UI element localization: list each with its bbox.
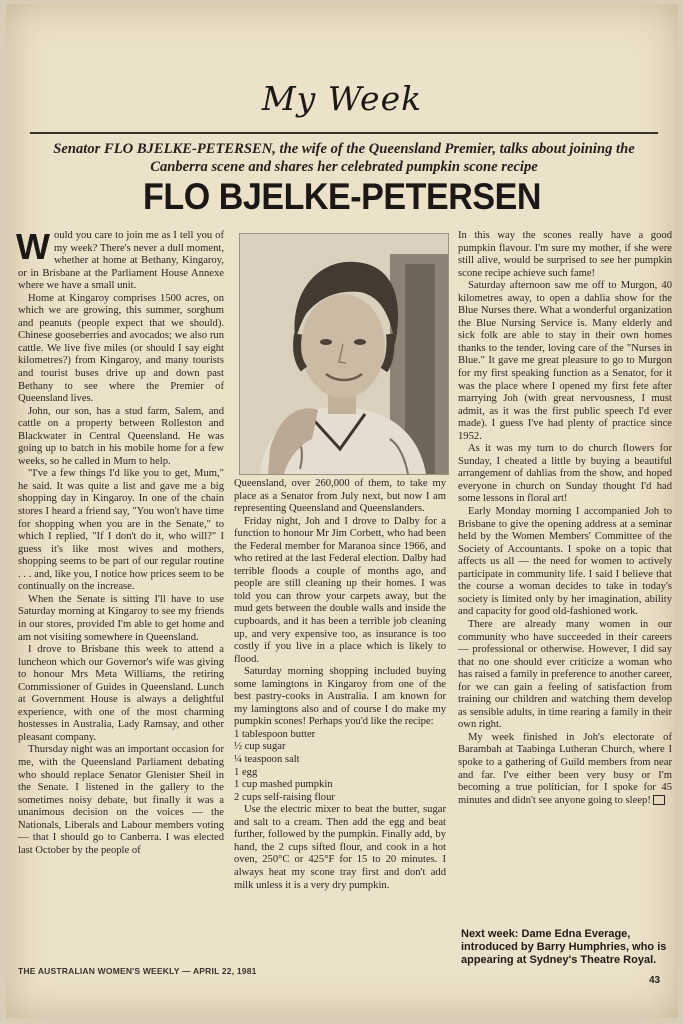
title-rule: [30, 132, 658, 134]
section-title: My Week: [261, 79, 423, 118]
article-intro: Senator FLO BJELKE-PETERSEN, the wife of the Queensland Premier, talks about joining the Canberra scene and shares her celebrated pumpkin scone recipe: [53, 141, 635, 175]
paragraph: Queensland, over 260,000 of them, to take my place as a Senator from July next, but now I am representing Queensland and Queenslanders.: [234, 478, 446, 515]
paragraph: As it was my turn to do church flowers for Sunday, I cheated a little by buying a beautiful arrangement of dahlias from the show, and hoped everyone in church on Sunday thought I'd had some lessons in floral art!: [458, 443, 672, 505]
recipe-ingredient: 2 cups self-raising flour: [234, 791, 335, 803]
paragraph: There are already many women in our community who have succeeded in their careers — professional or otherwise. However, I did say that no one should ever criticize a woman who has raised a family in preference to another career, for we can gain a feeling of satisfaction from training our children and watching them develop as sensible adults, in time rearing a family in their own right.: [458, 618, 672, 731]
portrait-illustration: [240, 234, 448, 474]
paragraph: Use the electric mixer to beat the butter, sugar and salt to a cream. Then add the egg and beat further, followed by the pumpkin. Finally add, by hand, the 2 cups sifted flour, and cook in a hot oven, 250°C or 425°F for 15 to 20 minutes. I always heat my scone tray first and don't add milk unless it is a very dry pumpkin.: [234, 804, 446, 891]
column-1: [16, 226, 224, 857]
paragraph: Home at Kingaroy comprises 1500 acres, on which we are growing, this summer, sorghum and peanuts (people expect that we should). Chinese gooseberries and avocados; we also run cattle. We live five miles (or should I say eight kilometres?) from Kingaroy, and many tourists and tourist buses drive up and down past Bethany to see where the Premier of Queensland lives.: [18, 292, 224, 405]
magazine-page: [6, 4, 678, 1018]
paragraph: Thursday night was an important occasion for me, with the Queensland Parliament debating who should replace Senator Glenister Sheil in the Senate. I listened in the gallery to the sometimes noisy debate, but finally it was a unanimous decision on the voices — the Nationals, Liberals and Labour members voting — that I should go to Canberra. I was elected last October by the people of: [18, 744, 224, 856]
recipe-ingredient: 1 egg: [234, 766, 258, 778]
paragraph: In this way the scones really have a good pumpkin flavour. I'm sure my mother, if she were still alive, would be surprised to see her pumpkin scone recipe achieve such fame!: [458, 230, 672, 279]
paragraph: John, our son, has a stud farm, Salem, and cattle on a property between Rolleston and Blackwater in Central Queensland. He was going up to batch in his mobile home for a few weeks, so he called in Mum to help.: [18, 405, 224, 467]
recipe-ingredient: ¼ teaspoon salt: [234, 754, 300, 766]
paragraph: Early Monday morning I accompanied Joh to Brisbane to give the opening address at a seminar held by the Women Members' Committee of the Society of Accountants. I spoke on a topic that affects us all — the need for women to actively participate in community life. I said I believe that the course a woman decides to take in today's society is limited only by her imagination, ability and capacity for good old-fashioned work.: [458, 506, 672, 618]
portrait-photo: [239, 233, 449, 475]
drop-cap: W: [16, 226, 50, 267]
paragraph: When the Senate is sitting I'll have to use Saturday morning at Kingaroy to see my friends in our stores, provided I'm able to get home and am not visiting somewhere in Queensland.: [18, 593, 224, 643]
column-3: [458, 230, 672, 807]
paragraph: Saturday afternoon saw me off to Murgon, 40 kilometres away, to open a dahlia show for the Blue Nurses there. What a wonderful organization the Blue Nursing Service is. Many elderly and sick folk are able to stay in their own homes thanks to the tender, loving care of the "Nurses in Blue." It gave me great pleasure to go to Murgon for my first speaking function as a Senator, for it was the place where I opened my first fete after marrying Joh (with great nervousness, I must admit, as it was the first public speech I'd ever made). I guess I've had plenty of practice since 1952.: [458, 280, 672, 442]
paragraph: Friday night, Joh and I drove to Dalby for a function to honour Mr Jim Corbett, who had been the Federal member for Maranoa since 1966, and who retired at the last Federal election. Dalby had terrible floods a couple of months ago, and people are still cleaning up their homes. I was told you can throw your carpets away, but the mud gets between the double walls and inside the cupboards, and it has been a terrible job cleaning up, and very expensive too, as insurance is too costly if you live in a place which is likely to flood.: [234, 515, 446, 665]
paragraph: Saturday morning shopping included buying some lamingtons in Kingaroy from one of the best pastry-cooks in Australia. I am known for my lamingtons also and of course I do make my pumpkin scones! Perhaps you'd like the recipe:: [234, 666, 446, 728]
column-2: [234, 478, 446, 892]
recipe-ingredient: 1 tablespoon butter: [234, 728, 316, 740]
recipe-ingredient: ½ cup sugar: [234, 741, 286, 753]
next-week-teaser: Next week: Dame Edna Everage, introduced by Barry Humphries, who is appearing at Sydney's Theatre Royal.: [461, 928, 667, 966]
recipe-ingredient: 1 cup mashed pumpkin: [234, 779, 333, 791]
article-headline: FLO BJELKE-PETERSEN: [143, 176, 541, 217]
paragraph: My week finished in Joh's electorate of Barambah at Taabinga Lutheran Church, where I spoke to a gathering of Guild members from near and far. I've either been very busy or I'm becoming a true politician, for I spoke for 45 minutes and didn't see anyone going to sleep!: [458, 731, 672, 806]
end-mark-icon: [653, 795, 665, 805]
publication-footer: THE AUSTRALIAN WOMEN'S WEEKLY — APRIL 22, 1981: [18, 966, 257, 976]
paragraph: I drove to Brisbane this week to attend a luncheon which our Governor's wife was giving to honour Mrs Meta Williams, the retiring Commissioner of Guides in Queensland. Lunch at Government House is always a delightful experience, with one of the most charming hostesses in Australia, Lady Ramsay, and other pleasant company.: [18, 644, 224, 743]
page-number: 43: [649, 975, 661, 986]
paragraph: "I've a few things I'd like you to get, Mum," he said. It was quite a list and gave me a big shopping day in Kingaroy. In one of the chain stores I heard a friend say, "You won't have time for shopping when you are in the Senate," to which I replied, "If I don't do it, who will?" I guess it's like most wives and mothers, shopping seems to be part of our regular routine . . . and, like you, I notice how prices seem to be continually on the increase.: [18, 468, 224, 593]
paragraph: ould you care to join me as I tell you of my week? There's never a dull moment, whether at home at Bethany, Kingaroy, or in Brisbane at the Parliament House Annexe where we have a small unit.: [18, 230, 224, 292]
